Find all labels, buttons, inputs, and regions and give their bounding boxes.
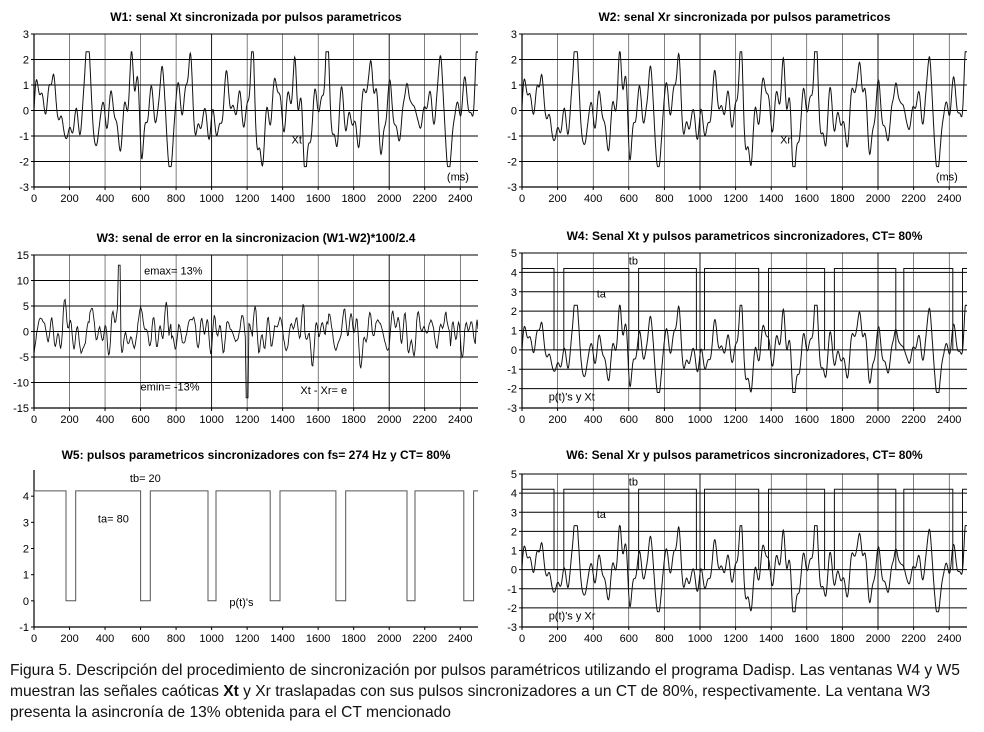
y-tick-label: 2 bbox=[22, 543, 29, 556]
x-tick-label: 2000 bbox=[376, 633, 402, 645]
x-tick-label: 2200 bbox=[412, 193, 437, 205]
y-tick-label: 2 bbox=[510, 54, 517, 67]
y-tick-label: 0 bbox=[22, 326, 29, 339]
x-tick-label: 0 bbox=[30, 193, 38, 205]
x-tick-label: 1000 bbox=[687, 193, 713, 205]
chart-w4 bbox=[507, 229, 967, 426]
series-Xr bbox=[522, 526, 967, 612]
x-tick-label: 400 bbox=[584, 414, 603, 426]
x-tick-label: 1600 bbox=[794, 633, 820, 645]
x-tick-label: 0 bbox=[518, 193, 526, 205]
annotation: (ms) bbox=[935, 171, 958, 184]
y-tick-label: -1 bbox=[507, 364, 517, 377]
y-tick-label: 3 bbox=[510, 507, 517, 520]
x-tick-label: 400 bbox=[584, 193, 603, 205]
x-tick-label: 400 bbox=[584, 633, 603, 645]
x-tick-label: 600 bbox=[131, 414, 150, 426]
annotation: (ms) bbox=[446, 171, 469, 184]
x-tick-label: 400 bbox=[95, 414, 115, 426]
y-tick-label: -3 bbox=[19, 182, 29, 194]
x-tick-label: 2000 bbox=[376, 414, 402, 426]
annotation: Xt - Xr= e bbox=[300, 385, 348, 398]
y-tick-label: -5 bbox=[19, 352, 29, 364]
series-pt bbox=[522, 269, 967, 350]
y-tick-label: 3 bbox=[510, 286, 517, 299]
x-tick-label: 2400 bbox=[447, 633, 473, 645]
caption-bold-xt: Xt bbox=[223, 683, 239, 700]
x-tick-label: 2400 bbox=[936, 414, 962, 426]
x-tick-label: 1800 bbox=[341, 414, 366, 426]
x-tick-label: 400 bbox=[95, 633, 115, 645]
y-tick-label: -1 bbox=[507, 583, 517, 596]
y-tick-label: 3 bbox=[22, 517, 29, 530]
chart-w6 bbox=[507, 448, 967, 645]
x-tick-label: 2400 bbox=[447, 414, 473, 426]
series-pt bbox=[34, 491, 478, 601]
annotation: tb bbox=[628, 255, 638, 268]
x-tick-label: 1000 bbox=[199, 633, 224, 645]
y-tick-label: 3 bbox=[510, 29, 517, 41]
y-tick-label: 1 bbox=[22, 80, 29, 92]
chart-w1 bbox=[19, 10, 478, 205]
series-pt bbox=[522, 489, 967, 569]
annotation: tb= 20 bbox=[129, 472, 161, 485]
x-tick-label: 1200 bbox=[234, 414, 260, 426]
y-tick-label: 4 bbox=[510, 267, 517, 280]
x-tick-label: 1800 bbox=[341, 193, 366, 205]
chart-w2 bbox=[507, 10, 967, 205]
annotation: p(t)'s bbox=[229, 597, 254, 610]
y-tick-label: 1 bbox=[22, 569, 29, 582]
x-tick-label: 200 bbox=[548, 193, 567, 205]
x-tick-label: 1400 bbox=[758, 414, 784, 426]
x-tick-label: 600 bbox=[131, 193, 150, 205]
x-tick-label: 0 bbox=[518, 414, 526, 426]
chart-w5 bbox=[19, 448, 478, 645]
caption-text-1: Figura 5. Descripción del procedimiento de sincronización por pulsos paramétricos utilizando el programa Dadisp. Las ventanas W4 y W5 muestran las señales caóticas bbox=[10, 662, 960, 700]
x-tick-label: 800 bbox=[166, 633, 186, 645]
chart-title-w3: W3: senal de error en la sincronizacion (W1-W2)*100/2.4 bbox=[96, 231, 416, 245]
y-tick-label: -2 bbox=[507, 602, 517, 615]
annotation: ta= 80 bbox=[97, 513, 129, 526]
x-tick-label: 2200 bbox=[901, 633, 926, 645]
x-tick-label: 1800 bbox=[830, 414, 855, 426]
y-tick-label: 0 bbox=[510, 105, 517, 118]
y-tick-label: 5 bbox=[510, 469, 517, 481]
y-tick-label: -2 bbox=[507, 383, 517, 396]
x-tick-label: 2400 bbox=[447, 193, 473, 205]
annotation: ta bbox=[596, 288, 606, 301]
annotation: ta bbox=[596, 508, 606, 521]
x-tick-label: 400 bbox=[95, 193, 115, 205]
x-tick-label: 1600 bbox=[305, 633, 331, 645]
x-tick-label: 1000 bbox=[687, 414, 713, 426]
y-tick-label: -3 bbox=[507, 622, 517, 634]
x-tick-label: 0 bbox=[30, 633, 38, 645]
annotation: Xr bbox=[780, 134, 792, 147]
y-tick-label: 0 bbox=[22, 595, 29, 608]
x-tick-label: 1200 bbox=[234, 633, 260, 645]
x-tick-label: 1200 bbox=[723, 193, 748, 205]
x-tick-label: 2200 bbox=[412, 633, 437, 645]
x-tick-label: 1600 bbox=[305, 193, 331, 205]
y-tick-label: -15 bbox=[13, 403, 29, 415]
x-tick-label: 1800 bbox=[830, 633, 855, 645]
y-tick-label: -1 bbox=[19, 622, 29, 634]
annotation: emax= 13% bbox=[144, 265, 203, 278]
x-tick-label: 1000 bbox=[687, 633, 713, 645]
x-tick-label: 1200 bbox=[723, 414, 748, 426]
y-tick-label: 5 bbox=[510, 248, 517, 260]
annotation: p(t)'s y Xt bbox=[548, 391, 595, 404]
y-tick-label: 3 bbox=[22, 29, 29, 41]
caption-text-2: y Xr traslapadas con sus pulsos sincronizadores a un CT de 80%, respectivamente. La ventana W3 presenta la asincronía de 13% obtenida para el CT mencionado bbox=[10, 683, 931, 721]
y-tick-label: 2 bbox=[22, 54, 29, 67]
x-tick-label: 0 bbox=[518, 633, 526, 645]
x-tick-label: 2000 bbox=[865, 193, 891, 205]
x-tick-label: 1800 bbox=[830, 193, 855, 205]
x-tick-label: 200 bbox=[548, 414, 567, 426]
y-tick-label: 1 bbox=[510, 325, 517, 338]
x-tick-label: 800 bbox=[166, 414, 186, 426]
annotation: tb bbox=[628, 476, 638, 489]
chart-title-w6: W6: Senal Xr y pulsos parametricos sincronizadores, CT= 80% bbox=[566, 448, 923, 462]
series-Xt bbox=[522, 305, 967, 392]
x-tick-label: 200 bbox=[60, 414, 79, 426]
series-Xt bbox=[34, 52, 478, 167]
y-tick-label: 0 bbox=[510, 344, 517, 357]
x-tick-label: 2200 bbox=[412, 414, 437, 426]
y-tick-label: 4 bbox=[22, 491, 29, 504]
x-tick-label: 2000 bbox=[376, 193, 402, 205]
x-tick-label: 2400 bbox=[936, 193, 962, 205]
x-tick-label: 2200 bbox=[901, 414, 926, 426]
x-tick-label: 600 bbox=[131, 633, 150, 645]
y-tick-label: -10 bbox=[13, 377, 29, 390]
y-tick-label: 15 bbox=[16, 250, 29, 262]
annotation: emin= -13% bbox=[140, 381, 200, 394]
y-tick-label: 0 bbox=[510, 564, 517, 577]
y-tick-label: -2 bbox=[19, 156, 29, 169]
x-tick-label: 1400 bbox=[758, 193, 784, 205]
annotation: p(t)'s y Xr bbox=[548, 610, 596, 623]
y-tick-label: -1 bbox=[507, 131, 517, 143]
x-tick-label: 800 bbox=[655, 633, 674, 645]
annotation: Xt bbox=[291, 134, 302, 147]
x-tick-label: 1000 bbox=[199, 414, 224, 426]
x-tick-label: 1400 bbox=[270, 633, 295, 645]
x-tick-label: 600 bbox=[619, 414, 638, 426]
figure-caption bbox=[10, 660, 976, 723]
y-tick-label: 1 bbox=[510, 80, 517, 92]
y-tick-label: 10 bbox=[16, 275, 29, 288]
y-tick-label: 2 bbox=[510, 306, 517, 319]
x-tick-label: 200 bbox=[60, 633, 79, 645]
chart-w3 bbox=[13, 231, 478, 426]
x-tick-label: 1600 bbox=[794, 414, 820, 426]
x-tick-label: 1800 bbox=[341, 633, 366, 645]
x-tick-label: 800 bbox=[166, 193, 186, 205]
y-tick-label: 1 bbox=[510, 545, 517, 558]
y-tick-label: 0 bbox=[22, 105, 29, 118]
chart-title-w2: W2: senal Xr sincronizada por pulsos parametricos bbox=[598, 10, 891, 24]
y-tick-label: 2 bbox=[510, 526, 517, 539]
x-tick-label: 800 bbox=[655, 193, 674, 205]
x-tick-label: 2400 bbox=[936, 633, 962, 645]
x-tick-label: 200 bbox=[548, 633, 567, 645]
x-tick-label: 1400 bbox=[758, 633, 784, 645]
x-tick-label: 1400 bbox=[270, 193, 295, 205]
chart-title-w4: W4: Senal Xt y pulsos parametricos sincronizadores, CT= 80% bbox=[566, 229, 923, 243]
y-tick-label: -3 bbox=[507, 182, 517, 194]
x-tick-label: 800 bbox=[655, 414, 674, 426]
x-tick-label: 2200 bbox=[901, 193, 926, 205]
y-tick-label: -2 bbox=[507, 156, 517, 169]
chart-title-w1: W1: senal Xt sincronizada por pulsos parametricos bbox=[110, 10, 402, 24]
x-tick-label: 1200 bbox=[234, 193, 260, 205]
chart-title-w5: W5: pulsos parametricos sincronizadores con fs= 274 Hz y CT= 80% bbox=[61, 448, 451, 462]
x-tick-label: 1000 bbox=[199, 193, 224, 205]
y-tick-label: 5 bbox=[22, 301, 29, 313]
x-tick-label: 2000 bbox=[865, 414, 891, 426]
x-tick-label: 1600 bbox=[794, 193, 820, 205]
x-tick-label: 1600 bbox=[305, 414, 331, 426]
y-tick-label: -1 bbox=[19, 131, 29, 143]
x-tick-label: 2000 bbox=[865, 633, 891, 645]
x-tick-label: 0 bbox=[30, 414, 38, 426]
x-tick-label: 600 bbox=[619, 193, 638, 205]
y-tick-label: -3 bbox=[507, 403, 517, 415]
x-tick-label: 1200 bbox=[723, 633, 748, 645]
y-tick-label: 4 bbox=[510, 488, 517, 501]
x-tick-label: 200 bbox=[60, 193, 79, 205]
series-Xr bbox=[522, 52, 967, 167]
x-tick-label: 1400 bbox=[270, 414, 295, 426]
x-tick-label: 600 bbox=[619, 633, 638, 645]
